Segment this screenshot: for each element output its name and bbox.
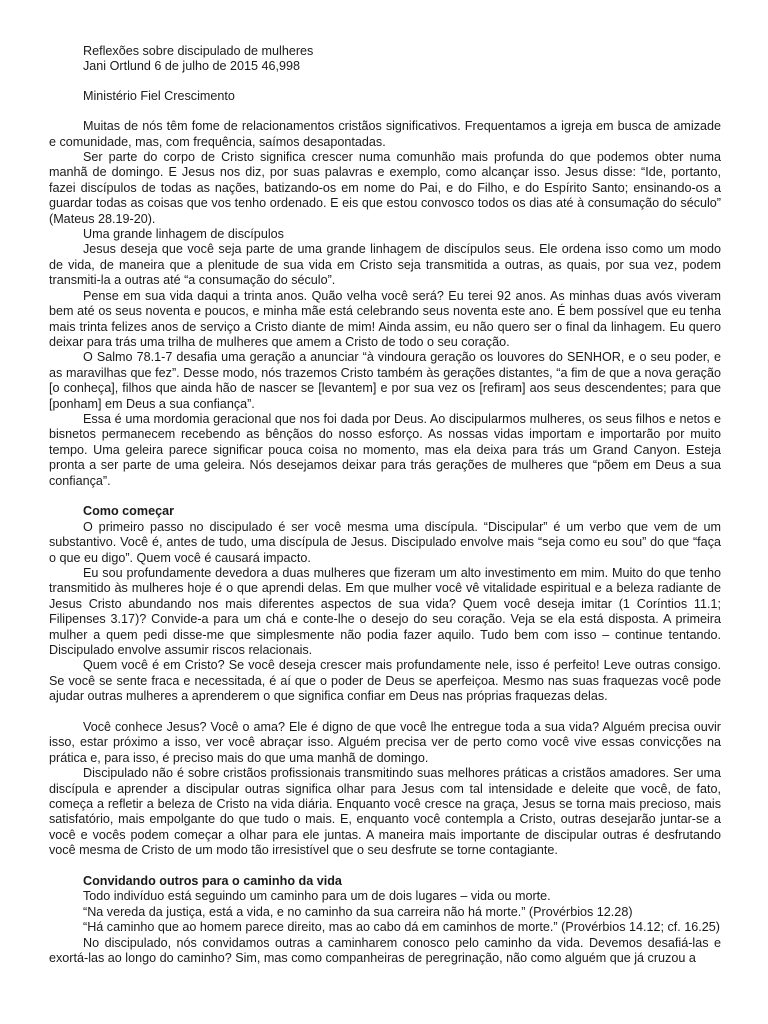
- document-body: [49, 44, 721, 967]
- ministry-name: Ministério Fiel Crescimento: [83, 88, 235, 103]
- paragraph: Discipulado não é sobre cristãos profissionais transmitindo suas melhores práticas a cristãos amadores. Ser uma discípula e aprender a discipular outras significa olhar para Jesus com tal intensidade e deleite que você, de fato, começa a refletir a beleza de Cristo na vida diária. Enquanto você cresce na graça, Jesus se torna mais precioso, mais satisfatório, mais empolgante do que tudo o mais. E, enquanto você contempla a Cristo, outras desejarão juntar-se a você e vocês podem começar a olhar para ele juntas. A maneira mais importante de discipular outras é desfrutando você mesma de Cristo de um modo tão irresistível que o seu desfrute se torne contagiante.: [49, 766, 721, 858]
- article-byline: Jani Ortlund 6 de julho de 2015 46,998: [83, 59, 301, 74]
- section-heading-lineage: Uma grande linhagem de discípulos: [83, 227, 284, 242]
- paragraph: Muitas de nós têm fome de relacionamentos cristãos significativos. Frequentamos a igreja em busca de amizade e comunidade, mas, com frequência, saímos desapontadas.: [49, 119, 721, 149]
- section-heading-path: Convidando outros para o caminho da vida: [83, 874, 342, 889]
- paragraph: Pense em sua vida daqui a trinta anos. Quão velha você será? Eu terei 92 anos. As minhas duas avós viveram bem até os seus noventa e poucos, e minha mãe está celebrando seus noventa este ano. É bem possível que eu tenha mais trinta felizes anos de serviço a Cristo diante de mim! Ainda assim, eu não quero ser o final da linhagem. Eu quero deixar para trás uma trilha de mulheres que amem a Cristo de todo o seu coração.: [49, 288, 721, 349]
- paragraph: No discipulado, nós convidamos outras a caminharem conosco pelo caminho da vida. Devemos desafiá-las e exortá-las ao longo do caminho? Sim, mas como companheiras de peregrinação, não como alguém que já cruzou a: [49, 935, 721, 966]
- paragraph: “Na vereda da justiça, está a vida, e no caminho da sua carreira não há morte.” (Provérbios 12.28): [83, 904, 633, 919]
- paragraph: Quem você é em Cristo? Se você deseja crescer mais profundamente nele, isso é perfeito! Leve outras consigo. Se você se sente fraca e necessitada, é aí que o poder de Deus se aperfeiçoa. Mesmo nas suas fraquezas você pode ajudar outras mulheres a aprenderem o que significa confiar em Deus nas próprias fraquezas delas.: [49, 658, 721, 704]
- paragraph: O Salmo 78.1-7 desafia uma geração a anunciar “à vindoura geração os louvores do SENHOR, e o seu poder, e as maravilhas que fez”. Desse modo, nós trazemos Cristo também às gerações distantes, “a fim de que a nova geração [o conheça], filhos que ainda hão de nascer se [levantem] e por sua vez os [refiram] aos seus descendentes; para que [ponham] em Deus a sua confiança”.: [49, 350, 721, 411]
- paragraph: Jesus deseja que você seja parte de uma grande linhagem de discípulos seus. Ele ordena isso como um modo de vida, de maneira que a plenitude de sua vida em Cristo seja transmitida a outras, as quais, por sua vez, podem transmiti-la a outras até “a consumação do século”.: [49, 242, 721, 288]
- section-heading-start: Como começar: [83, 504, 174, 519]
- paragraph-gap: [49, 489, 721, 504]
- paragraph: Eu sou profundamente devedora a duas mulheres que fizeram um alto investimento em mim. Muito do que tenho transmitido às mulheres hoje é o que aprendi delas. Em que mulher você vê vitalidade espiritual e a beleza radiante de Jesus Cristo abundando nos mais diferentes aspectos de sua vida? Quem você deseja imitar (1 Coríntios 11.1; Filipenses 3.17)? Convide-a para um chá e conte-lhe o desejo do seu coração. Veja se ela está disposta. A primeira mulher a quem pedi disse-me que simplesmente não podia fazer aquilo. Tudo bem com isso – continue tentando. Discipulado envolve assumir riscos relacionais.: [49, 565, 721, 658]
- paragraph: “Há caminho que ao homem parece direito, mas ao cabo dá em caminhos de morte.” (Provérbios 14.12; cf. 16.25): [83, 920, 721, 935]
- paragraph: Ser parte do corpo de Cristo significa crescer numa comunhão mais profunda do que podemos obter numa manhã de domingo. E Jesus nos diz, por suas palavras e exemplo, como alcançar isso. Jesus disse: “Ide, portanto, fazei discípulos de todas as nações, batizando-os em nome do Pai, e do Filho, e do Espírito Santo; ensinando-os a guardar todas as coisas que vos tenho ordenado. E eis que estou convosco todos os dias até à consumação do século” (Mateus 28.19-20).: [49, 150, 721, 226]
- paragraph: Essa é uma mordomia geracional que nos foi dada por Deus. Ao discipularmos mulheres, os seus filhos e netos e bisnetos permanecem recebendo as bênçãos do nosso esforço. As nossas vidas importam e importarão por muito tempo. Uma geleira parece significar pouca coisa no momento, mas ela deixa para trás um Grand Canyon. Esteja pronta a ser parte de uma geleira. Nós desejamos deixar para trás gerações de mulheres que “põem em Deus a sua confiança”.: [49, 411, 721, 488]
- paragraph-gap: [49, 859, 721, 874]
- article-title: Reflexões sobre discipulado de mulheres: [83, 44, 314, 58]
- paragraph: Todo indivíduo está seguindo um caminho para um de dois lugares – vida ou morte.: [83, 889, 551, 904]
- paragraph-gap: [49, 705, 721, 720]
- paragraph: O primeiro passo no discipulado é ser você mesma uma discípula. “Discipular” é um verbo que vem de um substantivo. Você é, antes de tudo, uma discípula de Jesus. Discipulado envolve mais “seja como eu sou” do que “faça o que eu digo”. Quem você é causará impacto.: [49, 519, 721, 565]
- paragraph: Você conhece Jesus? Você o ama? Ele é digno de que você lhe entregue toda a sua vida? Alguém precisa ouvir isso, estar próximo a isso, ver você abraçar isso. Alguém precisa ver de perto como você vive essas convicções na prática e, para isso, é preciso mais do que uma manhã de domingo.: [49, 720, 721, 765]
